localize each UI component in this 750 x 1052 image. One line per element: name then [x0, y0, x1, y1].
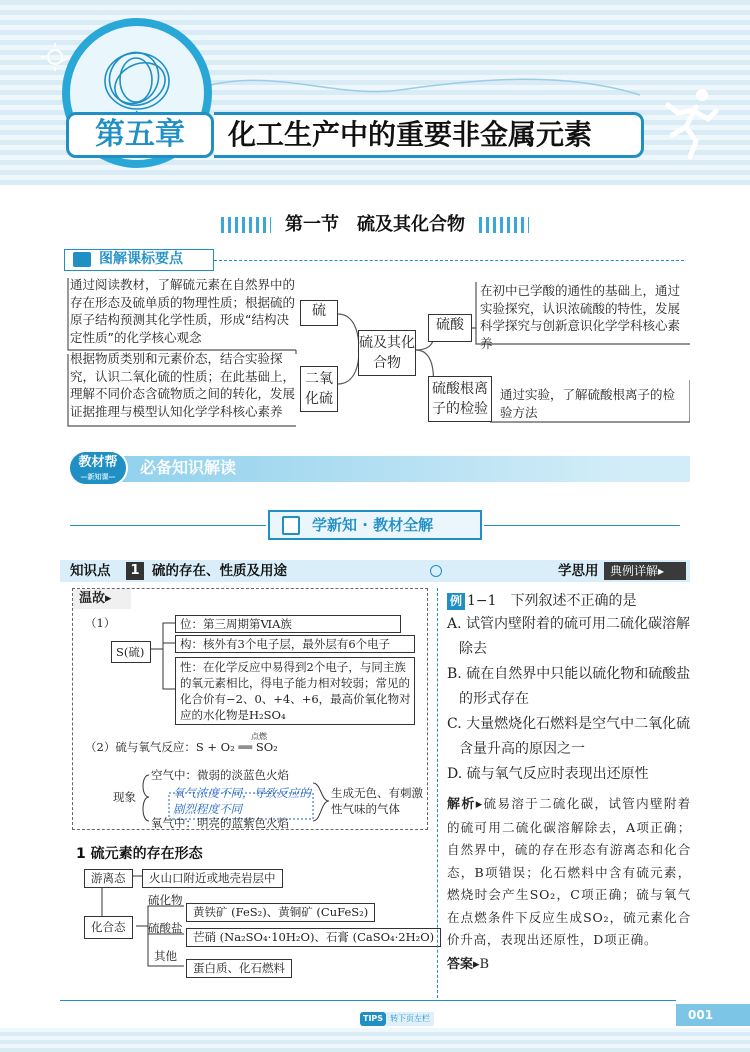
structure-box [175, 635, 415, 653]
option-c: C. 大量燃烧化石燃料是空气中二氧化硫含量升高的原因之一 [447, 716, 691, 757]
essential-knowledge-banner [60, 450, 690, 486]
option-d: D. 硫与氧气反应时表现出还原性 [447, 766, 649, 782]
knowledge-point-number: 1 [126, 562, 144, 580]
analysis-text: 硫易溶于二硫化碳，试管内壁附着的硫可用二硫化碳溶解除去，A项正确；自然界中，硫的存在形态有游离态和化合态，B项错误；化石燃料中含有硫元素，燃烧时会产生SO₂，C项正确；硫与氧气在点燃条件下反应生成SO₂，硫元素化合价升高，表现出还原性，D项正确。 [447, 796, 691, 947]
tips-text: 转下页左栏 [386, 1012, 434, 1026]
review-p1: （1） [85, 616, 116, 630]
phenomenon-label: 现象 [113, 790, 136, 804]
runner-icon [650, 85, 730, 165]
mindmap-node-sulfate-test: 硫酸根离子的检验 [428, 376, 492, 422]
page-number: 001 [676, 1004, 750, 1026]
chapter-title: 化工生产中的重要非金属元素 [214, 112, 644, 158]
example-id: 1−1 [467, 593, 497, 609]
gear-icon [430, 565, 442, 577]
footer-bar [0, 1028, 750, 1052]
free-state-desc: 火山口附近或地壳岩层中 [142, 869, 283, 888]
example-tag-label: 例 [450, 594, 463, 608]
knowledge-point-bar [60, 560, 690, 582]
property-box [175, 657, 415, 725]
position-box [175, 615, 401, 633]
position-text: 位：第三周期第ⅥA族 [180, 617, 292, 631]
stripes-decoration [479, 217, 529, 233]
analysis-label: 解析▸ [447, 797, 484, 812]
property-text: 性：在化学反应中易得到2个电子，与同主族的氧元素相比，得电子能力相对较弱；常见的化合价有−2、0、+4、+6，最高价氧化物对应的水化物是H₂SO₄ [180, 660, 411, 722]
badge-label: 教材帮 [78, 455, 118, 470]
example-panel [447, 590, 691, 976]
sulfate-desc: 芒硝 (Na₂SO₄·10H₂O)、石膏 (CaSO₄·2H₂O) [186, 928, 441, 947]
air-flame-text: 空气中：微弱的淡蓝色火焰 [151, 768, 289, 782]
structure-text: 构：核外有3个电子层，最外层有6个电子 [180, 637, 391, 651]
sulfate-label: 硫酸盐 [148, 921, 183, 935]
mindmap-node-so2: 二氧化硫 [300, 366, 338, 412]
oxygen-flame-text: 氧气中：明亮的蓝紫色火焰 [151, 816, 289, 830]
option-a: A. 试管内壁附着的硫可用二硫化碳溶解除去 [447, 616, 691, 657]
knowledge-point-label: 知识点 [70, 563, 111, 579]
answer-label: 答案▸ [447, 956, 480, 972]
example-heading [447, 590, 691, 612]
bottom-rule [60, 1000, 676, 1001]
notebook-icon [282, 516, 300, 535]
example-tag [447, 593, 465, 610]
mindmap-node-sulfuric-acid: 硫酸 [428, 314, 472, 342]
reaction-condition: 点燃 [251, 732, 267, 741]
sulfur-label: S(硫) [116, 645, 145, 659]
analysis-block [447, 793, 691, 952]
mindmap-text-so2: 根据物质类别和元素价态，结合实验探究，认识二氧化硫的性质；在此基础上，理解不同价态含硫物质之间的转化，发展证据推理与模型认知化学学科核心素养 [70, 351, 296, 419]
sulfur-box [111, 641, 151, 663]
other-label: 其他 [154, 949, 177, 963]
column-divider [437, 588, 438, 998]
chapter-header [0, 0, 750, 185]
answer-value: B [479, 956, 490, 972]
curriculum-points-tag [64, 249, 214, 271]
mindmap-node-sulfur: 硫 [300, 300, 338, 326]
option-b: B. 硫在自然界中只能以硫化物和硫酸盐的形式存在 [447, 666, 691, 707]
learn-new-label: 学新知 · 教材全解 [312, 516, 434, 534]
review-tag: 温故▸ [73, 589, 131, 609]
knowledge-point-title: 硫的存在、性质及用途 [152, 563, 287, 579]
answer-block [447, 954, 691, 976]
mindmap-text-ion: 通过实验，了解硫酸根离子的检验方法 [500, 387, 676, 420]
sulfide-label: 硫化物 [148, 893, 183, 907]
mindmap-node-center: 硫及其化合物 [358, 330, 416, 376]
sulfide-desc: 黄铁矿 (FeS₂)、黄铜矿 (CuFeS₂) [186, 903, 375, 922]
tips-note [360, 1012, 434, 1026]
mindmap-text-sulfur: 通过阅读教材，了解硫元素在自然界中的存在形态及硫单质的物理性质；根据硫的原子结构预测其化学性质，形成“结构决定性质”的化学核心观念 [70, 277, 296, 345]
chapter-label: 第五章 [66, 112, 214, 158]
stripes-decoration [221, 217, 271, 233]
section-title-text: 第一节 硫及其化合物 [285, 214, 465, 235]
mindmap-text-acid: 在初中已学酸的通性的基础上，通过实验探究，认识浓硫酸的特性，发展科学探究与创新意识化学学科核心素养 [480, 283, 681, 351]
curriculum-points-label: 图解课标要点 [99, 251, 183, 267]
tips-badge: TIPS [360, 1012, 386, 1026]
result-text: 生成无色、有刺激性气味的气体 [331, 786, 423, 816]
textbook-badge [68, 450, 128, 486]
combined-state-box: 化合态 [84, 916, 133, 939]
example-detail-button[interactable]: 典例详解▸ [604, 562, 686, 580]
example-question: 下列叙述不正确的是 [510, 593, 637, 609]
sun-icon [40, 42, 70, 72]
divider [214, 260, 684, 261]
think-use-label: 学思用 [558, 563, 599, 579]
free-state-box: 游离态 [84, 869, 133, 888]
badge-sub-label: —新知课— [80, 473, 116, 481]
pencil-icon [73, 252, 91, 267]
other-desc: 蛋白质、化石燃料 [186, 959, 292, 978]
banner-title: 必备知识解读 [140, 458, 237, 477]
mind-map [60, 272, 690, 442]
reaction-text: （2）硫与氧气反应：S + O₂ ══ SO₂ [85, 740, 278, 754]
handwritten-note: 氧气浓度不同，导致反应的剧烈程度不同 [173, 786, 311, 816]
learn-new-heading [268, 510, 482, 540]
section1-title: 1 硫元素的存在形态 [76, 846, 203, 862]
section-title [0, 210, 750, 236]
review-box [72, 588, 428, 830]
